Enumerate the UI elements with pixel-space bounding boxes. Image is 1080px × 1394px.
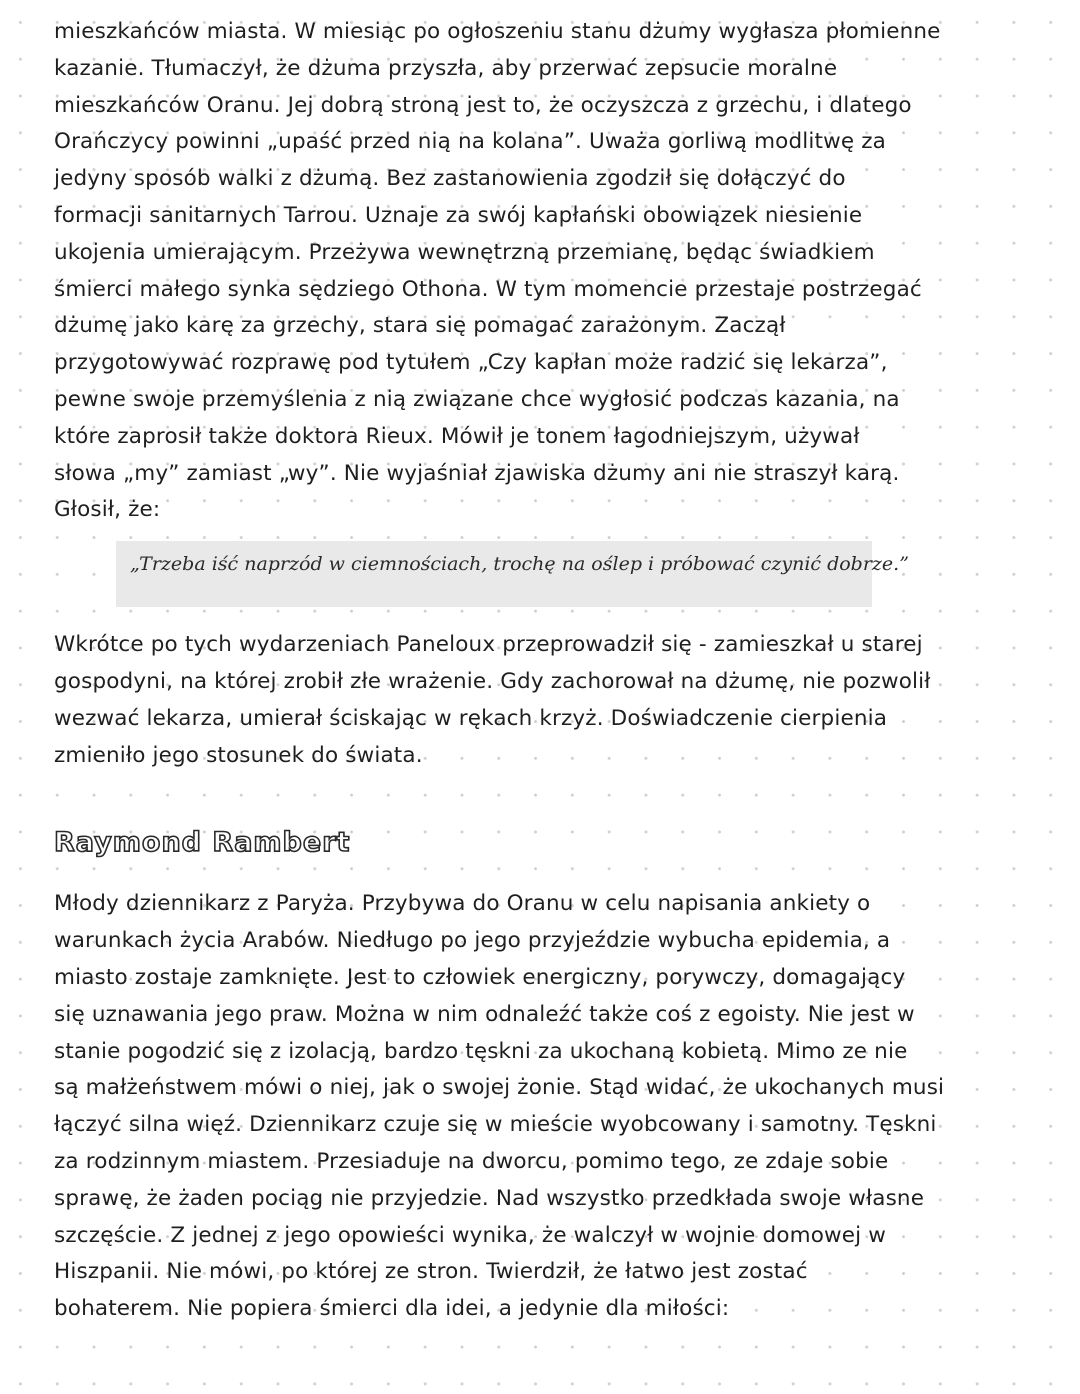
text-line: szczęście. Z jednej z jego opowieści wynika, że walczył w wojnie domowej w bbox=[54, 1222, 886, 1248]
text-line: dżumę jako karę za grzechy, stara się pomagać zarażonym. Zaczął bbox=[54, 313, 786, 339]
text-line: miasto zostaje zamknięte. Jest to człowiek energiczny, porywczy, domagający bbox=[54, 964, 906, 990]
text-line: które zaprosił także doktora Rieux. Mówił je tonem łagodniejszym, używał bbox=[54, 423, 860, 449]
text-line: Młody dziennikarz z Paryża. Przybywa do Oranu w celu napisania ankiety o bbox=[54, 891, 871, 917]
text-line: bohaterem. Nie popiera śmierci dla idei, a jedynie dla miłości: bbox=[54, 1296, 730, 1322]
text-line: wezwać lekarza, umierał ściskając w rękach krzyż. Doświadczenie cierpienia bbox=[54, 705, 888, 731]
text-line: przygotowywać rozprawę pod tytułem „Czy kapłan może radzić się lekarza”, bbox=[54, 350, 888, 376]
text-line: Głosił, że: bbox=[54, 497, 161, 523]
text-line: warunkach życia Arabów. Niedługo po jego przyjeździe wybucha epidemia, a bbox=[54, 928, 891, 954]
text-line: ukojenia umierającym. Przeżywa wewnętrzną przemianę, będąc świadkiem bbox=[54, 239, 875, 265]
text-line: mieszkańców Oranu. Jej dobrą stroną jest to, że oczyszcza z grzechu, i dlatego bbox=[54, 92, 912, 118]
text-line: sprawę, że żaden pociąg nie przyjedzie. Nad wszystko przedkłada swoje własne bbox=[54, 1185, 925, 1211]
text-line: mieszkańców miasta. W miesiąc po ogłoszeniu stanu dżumy wygłasza płomienne bbox=[54, 19, 941, 44]
text-line: Hiszpanii. Nie mówi, po której ze stron. Twierdził, że łatwo jest zostać bbox=[54, 1259, 808, 1285]
section-heading: Raymond Rambert bbox=[54, 827, 351, 859]
text-line: słowa „my” zamiast „wy”. Nie wyjaśniał zjawiska dżumy ani nie straszył karą. bbox=[54, 460, 900, 486]
document-page bbox=[54, 14, 1019, 1328]
text-line: kazanie. Tłumaczył, że dżuma przyszła, aby przerwać zepsucie moralne bbox=[54, 55, 838, 81]
text-line: Orańczycy powinni „upaść przed nią na kolana”. Uważa gorliwą modlitwę za bbox=[54, 129, 886, 155]
text-line: formacji sanitarnych Tarrou. Uznaje za swój kapłański obowiązek niesienie bbox=[54, 202, 863, 228]
quote-box bbox=[116, 541, 909, 607]
paragraph-paneloux-end bbox=[54, 627, 1019, 774]
text-line: śmierci małego synka sędziego Othona. W tym momencie przestaje postrzegać bbox=[54, 276, 922, 302]
text-line: jedyny sposób walki z dżumą. Bez zastanowienia zgodził się dołączyć do bbox=[54, 166, 846, 192]
text-line: za rodzinnym miastem. Przesiaduje na dworcu, pomimo tego, ze zdaje sobie bbox=[54, 1148, 889, 1174]
paragraph-paneloux bbox=[54, 14, 1019, 529]
text-line: gospodyni, na której zrobił złe wrażenie. Gdy zachorował na dżumę, nie pozwolił bbox=[54, 668, 931, 694]
text-line: stanie pogodzić się z izolacją, bardzo tęskni za ukochaną kobietą. Mimo ze nie bbox=[54, 1038, 908, 1064]
text-line: są małżeństwem mówi o niej, jak o swojej żonie. Stąd widać, że ukochanych musi bbox=[54, 1075, 945, 1101]
quote-text: „Trzeba iść naprzód w ciemnościach, trochę na oślep i próbować czynić dobrze.” bbox=[130, 553, 909, 576]
text-line: Wkrótce po tych wydarzeniach Paneloux przeprowadził się - zamieszkał u starej bbox=[54, 632, 923, 658]
text-line: łączyć silna więź. Dziennikarz czuje się w mieście wyobcowany i samotny. Tęskni bbox=[54, 1112, 937, 1138]
text-line: zmieniło jego stosunek do świata. bbox=[54, 742, 423, 768]
text-line: się uznawania jego praw. Można w nim odnaleźć także coś z egoisty. Nie jest w bbox=[54, 1001, 915, 1027]
paragraph-rambert bbox=[54, 886, 1019, 1328]
text-line: pewne swoje przemyślenia z nią związane chce wygłosić podczas kazania, na bbox=[54, 386, 900, 412]
